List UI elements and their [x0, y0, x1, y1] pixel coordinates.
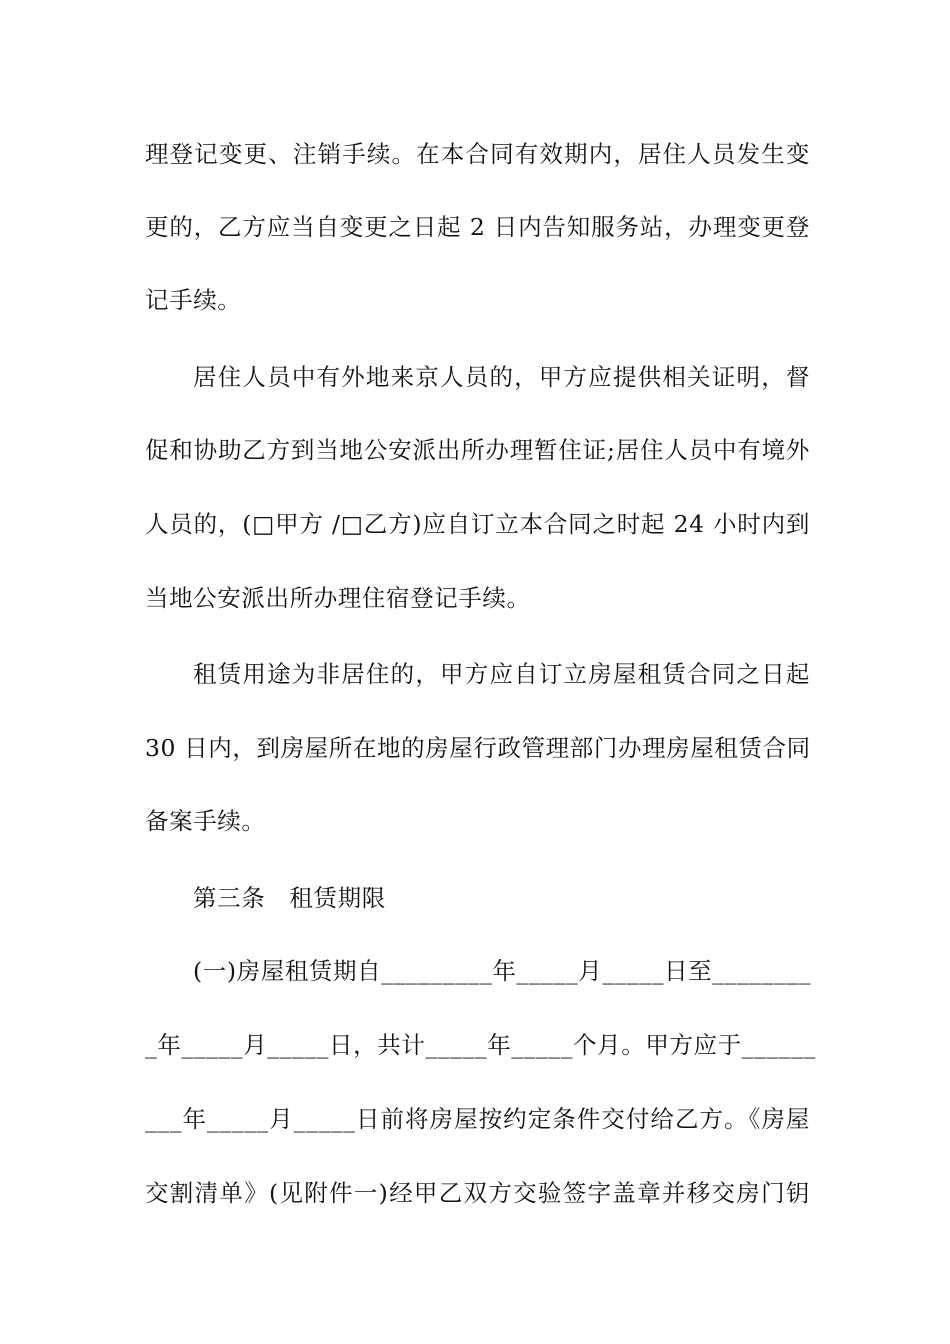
- text-line: 促和协助乙方到当地公安派出所办理暂住证;居住人员中有境外: [145, 436, 810, 464]
- text-line: 当地公安派出所办理住宿登记手续。: [145, 584, 531, 612]
- paragraph-first-line: 租赁用途为非居住的，甲方应自订立房屋租赁合同之日起: [193, 660, 810, 688]
- text-line: _年_____月_____日，共计_____年_____个月。甲方应于______: [145, 1031, 816, 1059]
- text-line: 理登记变更、注销手续。在本合同有效期内，居住人员发生变: [145, 140, 810, 168]
- section-heading: 第三条 租赁期限: [193, 884, 386, 912]
- text-line: 人员的，(□甲方 /□乙方)应自订立本合同之时起 24 小时内到: [145, 510, 810, 538]
- paragraph-first-line: (一)房屋租赁期自_________年_____月_____日至________: [193, 957, 812, 985]
- text-line: 交割清单》(见附件一)经甲乙双方交验签字盖章并移交房门钥: [145, 1179, 810, 1207]
- text-line: 记手续。: [145, 286, 242, 314]
- text-line: 备案手续。: [145, 807, 266, 835]
- paragraph-first-line: 居住人员中有外地来京人员的，甲方应提供相关证明，督: [193, 363, 810, 391]
- text-line: ___年_____月_____日前将房屋按约定条件交付给乙方。《房屋: [145, 1105, 810, 1133]
- text-line: 更的，乙方应当自变更之日起 2 日内告知服务站，办理变更登: [145, 213, 810, 241]
- text-line: 30 日内，到房屋所在地的房屋行政管理部门办理房屋租赁合同: [145, 734, 811, 762]
